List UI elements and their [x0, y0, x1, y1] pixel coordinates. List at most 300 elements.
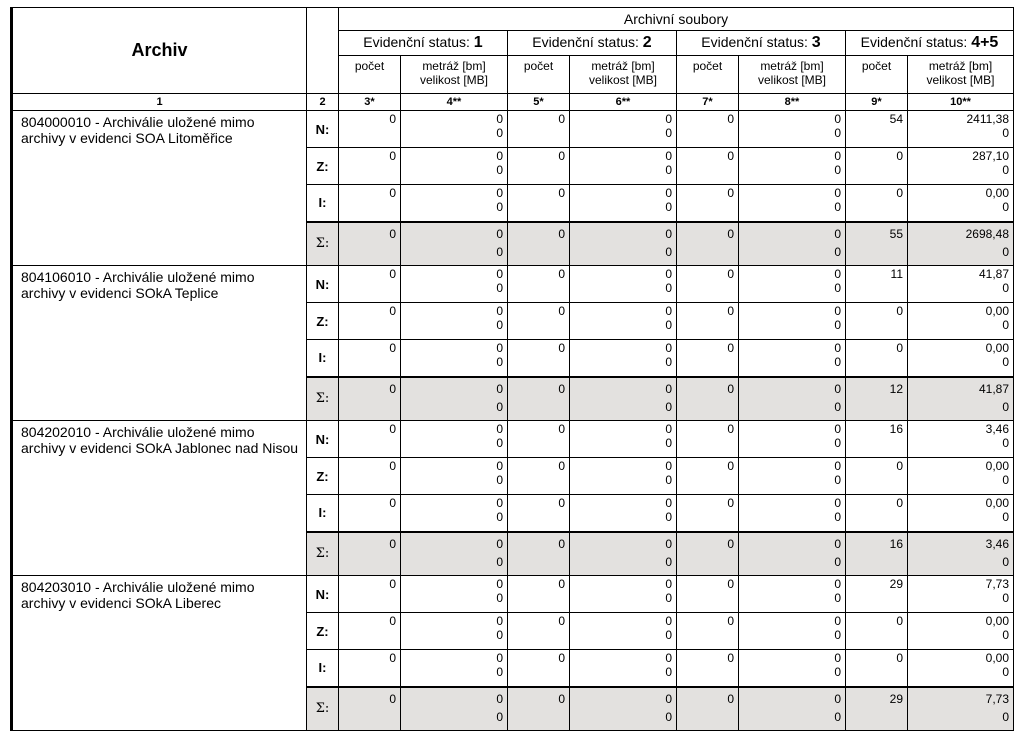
cell-value: 0	[665, 381, 672, 396]
count-cell	[508, 687, 570, 731]
row-label: N:	[307, 111, 339, 148]
cell-size: 0	[665, 591, 672, 605]
count-cell	[339, 421, 401, 458]
metric-cell	[908, 495, 1014, 532]
row-label: I:	[307, 185, 339, 222]
metric-cell	[401, 495, 508, 532]
archive-files-group-header: Archivní soubory	[339, 8, 1014, 31]
cell-value: 0	[665, 614, 672, 628]
metric-cell	[908, 222, 1014, 266]
cell-value: 11	[890, 267, 903, 281]
metric-cell	[401, 576, 508, 613]
cell-value: 0	[389, 459, 396, 473]
metric-cell	[570, 377, 677, 421]
cell-size: 0	[665, 244, 672, 259]
status-number: 1	[473, 34, 483, 51]
cell-size: 0	[1002, 591, 1009, 605]
cell-size: 0	[834, 318, 841, 332]
status-number: 4+5	[971, 34, 999, 51]
count-cell	[508, 266, 570, 303]
cell-value: 0	[896, 614, 903, 628]
cell-size: 0	[834, 244, 841, 259]
count-cell	[339, 340, 401, 377]
cell-value: 29	[889, 691, 903, 706]
cell-value: 0	[665, 459, 672, 473]
count-cell	[677, 650, 739, 687]
table-row	[12, 576, 1014, 613]
count-cell	[846, 148, 908, 185]
cell-size: 0	[1002, 399, 1009, 414]
column-number: 4**	[401, 94, 508, 111]
count-cell	[677, 266, 739, 303]
metric-cell	[908, 576, 1014, 613]
count-cell	[846, 421, 908, 458]
metric-cell	[570, 650, 677, 687]
metric-cell	[739, 148, 846, 185]
cell-value: 0	[496, 651, 503, 665]
cell-size: 0	[496, 126, 503, 140]
archive-report-table	[10, 7, 1014, 731]
cell-value: 0,00	[985, 651, 1009, 665]
column-number: 5*	[508, 94, 570, 111]
cell-value: 0	[496, 614, 503, 628]
cell-value: 0	[496, 422, 503, 436]
count-cell	[846, 266, 908, 303]
cell-size: 0	[665, 436, 672, 450]
cell-value: 0	[834, 186, 841, 200]
cell-value: 0	[665, 267, 672, 281]
cell-value: 0	[665, 149, 672, 163]
evidence-status-header	[339, 31, 508, 56]
metric-cell	[739, 421, 846, 458]
evidence-status-header	[677, 31, 846, 56]
column-number: 3*	[339, 94, 401, 111]
count-cell	[339, 495, 401, 532]
metric-cell	[908, 266, 1014, 303]
cell-size: 0	[665, 355, 672, 369]
metric-cell	[401, 532, 508, 576]
cell-size: 0	[1002, 126, 1009, 140]
table-row	[12, 421, 1014, 458]
cell-size: 0	[496, 244, 503, 259]
cell-value: 0	[496, 149, 503, 163]
count-cell	[339, 532, 401, 576]
row-label: N:	[307, 421, 339, 458]
cell-value: 0	[389, 691, 396, 706]
cell-value: 0	[896, 341, 903, 355]
cell-value: 0	[665, 304, 672, 318]
count-cell	[339, 185, 401, 222]
metric-cell	[401, 148, 508, 185]
count-cell	[677, 340, 739, 377]
cell-value: 287,10	[972, 149, 1009, 163]
count-cell	[508, 303, 570, 340]
status-prefix: Evidenční status:	[860, 34, 968, 50]
cell-size: 0	[834, 709, 841, 724]
cell-value: 0	[665, 496, 672, 510]
cell-value: 0	[665, 186, 672, 200]
cell-value: 0	[389, 614, 396, 628]
metric-cell	[908, 377, 1014, 421]
cell-size: 0	[665, 318, 672, 332]
metric-cell	[401, 340, 508, 377]
count-cell	[508, 532, 570, 576]
cell-value: 0	[665, 691, 672, 706]
metric-cell	[739, 266, 846, 303]
metric-cell	[908, 532, 1014, 576]
cell-value: 0	[834, 267, 841, 281]
metric-line1: metráž [bm]	[928, 59, 993, 73]
cell-size: 0	[496, 709, 503, 724]
cell-value: 0	[834, 459, 841, 473]
cell-value: 2698,48	[965, 226, 1009, 241]
cell-size: 0	[834, 281, 841, 295]
cell-value: 0	[727, 149, 734, 163]
metric-cell	[739, 687, 846, 731]
cell-value: 0	[665, 341, 672, 355]
cell-value: 0	[727, 577, 734, 591]
cell-value: 0	[727, 226, 734, 241]
cell-size: 0	[1002, 281, 1009, 295]
cell-value: 0	[896, 186, 903, 200]
count-cell	[339, 111, 401, 148]
metric-cell	[401, 222, 508, 266]
cell-size: 0	[665, 399, 672, 414]
count-cell	[846, 185, 908, 222]
metric-line1: metráž [bm]	[422, 59, 486, 73]
cell-value: 0	[834, 112, 841, 126]
cell-value: 0	[834, 496, 841, 510]
metric-cell	[401, 458, 508, 495]
cell-value: 0	[834, 226, 841, 241]
cell-size: 0	[496, 163, 503, 177]
cell-value: 0	[727, 381, 734, 396]
metric-cell	[570, 148, 677, 185]
metric-cell	[908, 148, 1014, 185]
cell-value: 0	[665, 112, 672, 126]
cell-value: 41,87	[978, 381, 1009, 396]
cell-size: 0	[834, 200, 841, 214]
count-cell	[846, 222, 908, 266]
cell-value: 0	[727, 459, 734, 473]
count-cell	[846, 303, 908, 340]
metric-cell	[908, 111, 1014, 148]
count-cell	[846, 576, 908, 613]
metric-cell	[570, 495, 677, 532]
cell-size: 0	[496, 473, 503, 487]
cell-value: 0	[389, 226, 396, 241]
cell-value: 41,87	[978, 267, 1009, 281]
count-column-header: počet	[508, 56, 570, 94]
cell-size: 0	[834, 591, 841, 605]
cell-value: 0	[727, 341, 734, 355]
metric-cell	[908, 303, 1014, 340]
row-label: I:	[307, 495, 339, 532]
metric-cell	[570, 421, 677, 458]
cell-size: 0	[1002, 355, 1009, 369]
column-number: 1	[12, 94, 307, 111]
metric-cell	[908, 421, 1014, 458]
cell-value: 0	[389, 304, 396, 318]
count-cell	[339, 266, 401, 303]
cell-size: 0	[834, 399, 841, 414]
metric-cell	[908, 687, 1014, 731]
count-cell	[339, 650, 401, 687]
cell-size: 0	[1002, 665, 1009, 679]
cell-value: 0	[496, 496, 503, 510]
cell-value: 0	[496, 267, 503, 281]
cell-value: 0	[558, 459, 565, 473]
metric-line2: velikost [MB]	[926, 73, 995, 87]
column-number: 9*	[846, 94, 908, 111]
cell-value: 0	[665, 422, 672, 436]
cell-value: 0	[834, 691, 841, 706]
column-number: 8**	[739, 94, 846, 111]
metric-cell	[401, 687, 508, 731]
cell-size: 0	[665, 200, 672, 214]
cell-size: 0	[1002, 554, 1009, 569]
metric-column-header	[570, 56, 677, 94]
column-number: 6**	[570, 94, 677, 111]
cell-value: 0,00	[985, 614, 1009, 628]
metric-column-header	[739, 56, 846, 94]
cell-size: 0	[496, 318, 503, 332]
cell-value: 0	[896, 459, 903, 473]
cell-value: 0	[896, 496, 903, 510]
cell-value: 0	[727, 112, 734, 126]
cell-value: 0	[558, 577, 565, 591]
cell-value: 0	[558, 304, 565, 318]
cell-size: 0	[834, 436, 841, 450]
row-label: N:	[307, 266, 339, 303]
count-cell	[508, 650, 570, 687]
metric-cell	[401, 185, 508, 222]
metric-cell	[739, 340, 846, 377]
column-number: 7*	[677, 94, 739, 111]
count-cell	[846, 458, 908, 495]
metric-cell	[570, 340, 677, 377]
cell-size: 0	[1002, 163, 1009, 177]
cell-value: 0	[727, 304, 734, 318]
label-column-header	[307, 8, 339, 94]
metric-cell	[739, 495, 846, 532]
metric-cell	[401, 303, 508, 340]
cell-size: 0	[665, 126, 672, 140]
cell-value: 0	[727, 496, 734, 510]
cell-value: 0	[834, 536, 841, 551]
cell-value: 0	[558, 496, 565, 510]
count-cell	[508, 458, 570, 495]
count-cell	[339, 148, 401, 185]
cell-size: 0	[1002, 709, 1009, 724]
row-label: I:	[307, 340, 339, 377]
count-cell	[846, 377, 908, 421]
archive-name: 804000010 - Archiválie uložené mimo archivy v evidenci SOA Litoměřice	[12, 111, 307, 266]
count-cell	[508, 185, 570, 222]
cell-value: 0	[389, 422, 396, 436]
status-number: 2	[642, 34, 652, 51]
cell-value: 2411,38	[966, 112, 1009, 126]
count-cell	[677, 687, 739, 731]
metric-cell	[401, 613, 508, 650]
cell-value: 29	[889, 577, 903, 591]
cell-size: 0	[496, 510, 503, 524]
row-label: N:	[307, 576, 339, 613]
count-cell	[508, 576, 570, 613]
metric-cell	[401, 377, 508, 421]
cell-value: 0,00	[985, 186, 1009, 200]
cell-value: 0	[389, 536, 396, 551]
metric-cell	[739, 185, 846, 222]
count-cell	[677, 303, 739, 340]
cell-value: 0	[834, 149, 841, 163]
count-cell	[677, 458, 739, 495]
count-cell	[846, 650, 908, 687]
metric-line1: metráž [bm]	[760, 59, 824, 73]
metric-cell	[739, 458, 846, 495]
cell-value: 16	[889, 536, 903, 551]
cell-value: 0	[389, 149, 396, 163]
count-cell	[677, 377, 739, 421]
cell-value: 0	[558, 226, 565, 241]
count-cell	[846, 111, 908, 148]
cell-value: 16	[889, 422, 903, 436]
cell-value: 0	[727, 422, 734, 436]
cell-value: 0	[389, 496, 396, 510]
metric-cell	[739, 377, 846, 421]
cell-value: 0	[727, 651, 734, 665]
metric-cell	[401, 266, 508, 303]
cell-value: 0	[496, 112, 503, 126]
cell-value: 0	[496, 304, 503, 318]
cell-value: 0	[558, 186, 565, 200]
metric-cell	[570, 458, 677, 495]
metric-cell	[739, 576, 846, 613]
archive-report-sheet	[10, 7, 1014, 731]
metric-cell	[908, 185, 1014, 222]
cell-value: 0	[558, 149, 565, 163]
cell-value: 0	[896, 651, 903, 665]
count-column-header: počet	[846, 56, 908, 94]
row-label: Σ:	[307, 532, 339, 576]
archive-column-header: Archiv	[12, 8, 307, 94]
cell-value: 0,00	[985, 459, 1009, 473]
cell-size: 0	[665, 510, 672, 524]
metric-cell	[739, 303, 846, 340]
count-cell	[508, 111, 570, 148]
cell-size: 0	[496, 355, 503, 369]
cell-size: 0	[1002, 244, 1009, 259]
count-cell	[508, 613, 570, 650]
count-cell	[677, 576, 739, 613]
cell-value: 0	[834, 577, 841, 591]
metric-cell	[908, 458, 1014, 495]
metric-cell	[739, 613, 846, 650]
cell-value: 0	[389, 381, 396, 396]
cell-value: 0	[558, 267, 565, 281]
cell-value: 0	[727, 691, 734, 706]
cell-size: 0	[665, 163, 672, 177]
cell-size: 0	[496, 554, 503, 569]
status-number: 3	[811, 34, 821, 51]
count-cell	[339, 377, 401, 421]
metric-line2: velikost [MB]	[588, 73, 657, 87]
cell-size: 0	[496, 628, 503, 642]
cell-value: 0	[496, 691, 503, 706]
cell-value: 0	[834, 304, 841, 318]
cell-value: 55	[889, 226, 903, 241]
count-cell	[846, 340, 908, 377]
cell-size: 0	[834, 554, 841, 569]
cell-value: 3,46	[985, 422, 1009, 436]
cell-value: 0	[665, 536, 672, 551]
cell-size: 0	[496, 399, 503, 414]
cell-value: 0	[665, 651, 672, 665]
cell-value: 0	[389, 651, 396, 665]
count-column-header: počet	[339, 56, 401, 94]
cell-value: 0	[727, 267, 734, 281]
cell-size: 0	[1002, 510, 1009, 524]
archive-name: 804202010 - Archiválie uložené mimo archivy v evidenci SOkA Jablonec nad Nisou	[12, 421, 307, 576]
metric-cell	[570, 687, 677, 731]
cell-value: 0	[558, 691, 565, 706]
status-prefix: Evidenční status:	[532, 34, 639, 50]
count-cell	[846, 532, 908, 576]
status-prefix: Evidenční status:	[701, 34, 808, 50]
metric-cell	[570, 303, 677, 340]
cell-value: 0	[496, 577, 503, 591]
metric-cell	[570, 576, 677, 613]
archive-name: 804203010 - Archiválie uložené mimo archivy v evidenci SOkA Liberec	[12, 576, 307, 731]
metric-cell	[570, 222, 677, 266]
cell-size: 0	[665, 709, 672, 724]
metric-line2: velikost [MB]	[757, 73, 826, 87]
count-cell	[339, 222, 401, 266]
cell-size: 0	[834, 510, 841, 524]
cell-value: 0	[389, 577, 396, 591]
evidence-status-header	[508, 31, 677, 56]
count-cell	[508, 340, 570, 377]
metric-cell	[401, 111, 508, 148]
metric-cell	[570, 266, 677, 303]
cell-size: 0	[665, 281, 672, 295]
cell-size: 0	[834, 665, 841, 679]
cell-size: 0	[665, 473, 672, 487]
count-cell	[677, 222, 739, 266]
cell-size: 0	[496, 665, 503, 679]
cell-value: 0	[834, 422, 841, 436]
cell-value: 0	[558, 614, 565, 628]
metric-cell	[908, 340, 1014, 377]
cell-size: 0	[496, 436, 503, 450]
row-label: Σ:	[307, 377, 339, 421]
cell-value: 0	[834, 381, 841, 396]
cell-size: 0	[1002, 628, 1009, 642]
cell-value: 7,73	[985, 691, 1009, 706]
metric-cell	[739, 650, 846, 687]
cell-value: 7,73	[985, 577, 1009, 591]
cell-value: 0	[558, 381, 565, 396]
cell-value: 12	[889, 381, 903, 396]
metric-cell	[739, 111, 846, 148]
cell-value: 0	[558, 422, 565, 436]
metric-cell	[739, 222, 846, 266]
count-cell	[339, 303, 401, 340]
column-number: 10**	[908, 94, 1014, 111]
cell-size: 0	[1002, 318, 1009, 332]
cell-value: 0	[834, 341, 841, 355]
count-cell	[339, 613, 401, 650]
